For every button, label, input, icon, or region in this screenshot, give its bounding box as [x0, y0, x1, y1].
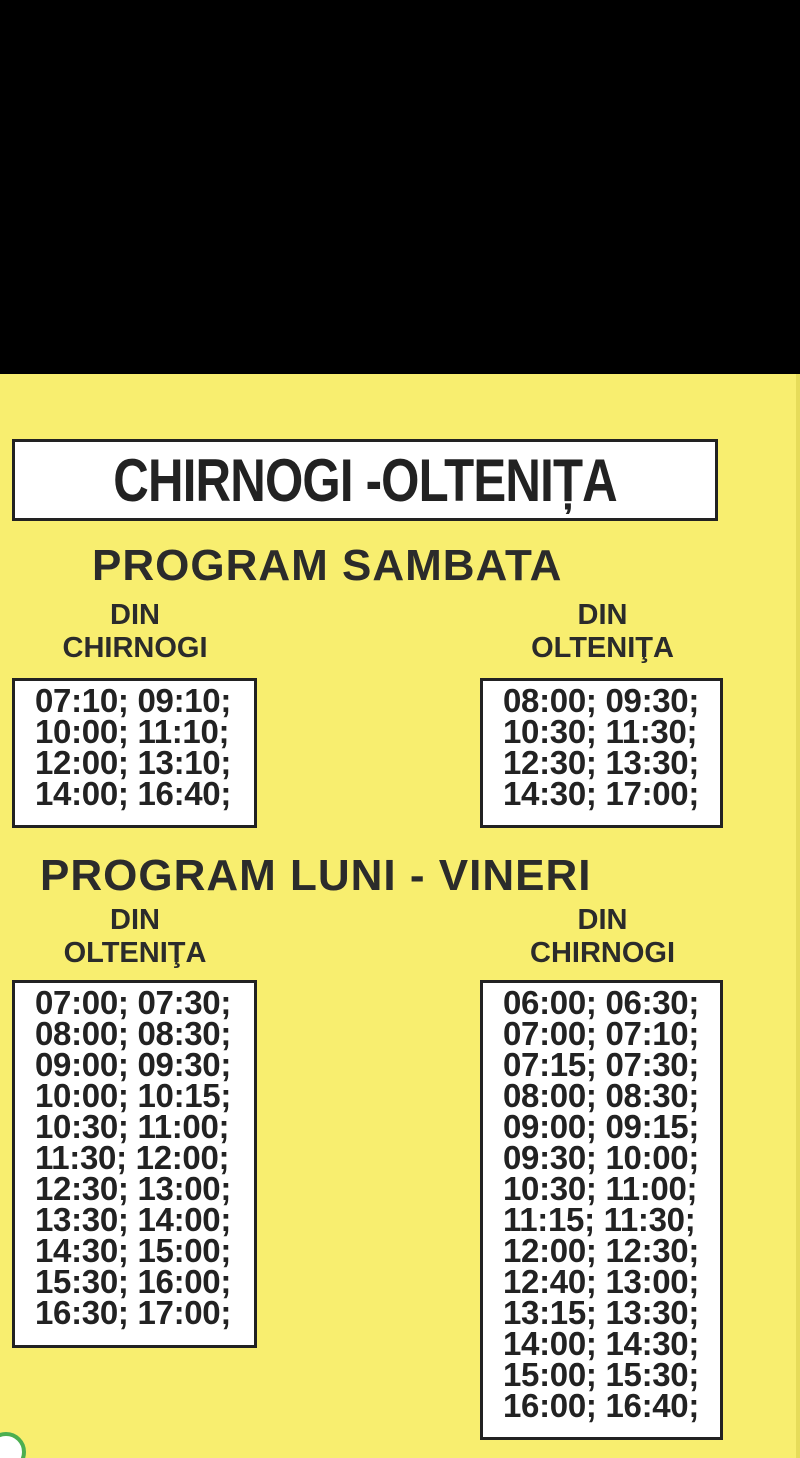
time-row: 10:30; 11:00; [35, 1108, 230, 1145]
weekday-left-times [12, 980, 257, 1348]
time-row: 15:30; 16:00; [35, 1263, 232, 1300]
time-row: 10:00; 11:10; [35, 713, 230, 750]
time-row: 15:00; 15:30; [503, 1356, 700, 1393]
place-label: OLTENIŢA [531, 632, 674, 664]
time-row: 14:00; 16:40; [35, 775, 232, 812]
corner-badge-icon [0, 1432, 26, 1458]
route-title: CHIRNOGI -OLTENIȚA [113, 446, 617, 514]
time-row: 07:00; 07:30; [35, 984, 232, 1021]
saturday-left-times [12, 678, 257, 828]
weekday-right-label [505, 904, 700, 970]
time-row: 11:15; 11:30; [503, 1201, 696, 1238]
time-row: 13:30; 14:00; [35, 1201, 232, 1238]
time-row: 07:00; 07:10; [503, 1015, 700, 1052]
place-label: CHIRNOGI [530, 937, 675, 969]
time-row: 09:00; 09:15; [503, 1108, 700, 1145]
weekday-left-label [40, 904, 230, 970]
route-title-box [12, 439, 718, 521]
time-row: 08:00; 08:30; [35, 1015, 232, 1052]
time-row: 12:00; 13:10; [35, 744, 232, 781]
time-row: 10:30; 11:00; [503, 1170, 698, 1207]
schedule-poster [0, 374, 800, 1458]
time-row: 14:00; 14:30; [503, 1325, 700, 1362]
time-row: 12:40; 13:00; [503, 1263, 700, 1300]
time-row: 16:00; 16:40; [503, 1387, 700, 1424]
weekday-heading: PROGRAM LUNI - VINERI [40, 851, 592, 900]
time-row: 12:30; 13:00; [35, 1170, 232, 1207]
poster-edge [796, 374, 800, 1458]
time-row: 14:30; 15:00; [35, 1232, 232, 1269]
din-label: DIN [577, 904, 628, 936]
time-row: 10:00; 10:15; [35, 1077, 232, 1114]
time-row: 14:30; 17:00; [503, 775, 700, 812]
din-label: DIN [577, 599, 628, 631]
time-row: 09:30; 10:00; [503, 1139, 700, 1176]
din-label: DIN [110, 904, 160, 936]
saturday-right-times [480, 678, 723, 828]
time-row: 12:00; 12:30; [503, 1232, 700, 1269]
time-row: 07:15; 07:30; [503, 1046, 700, 1083]
saturday-right-label [505, 599, 700, 665]
saturday-heading: PROGRAM SAMBATA [92, 541, 563, 590]
time-row: 13:15; 13:30; [503, 1294, 700, 1331]
time-row: 10:30; 11:30; [503, 713, 698, 750]
time-row: 07:10; 09:10; [35, 682, 232, 719]
saturday-left-label [40, 599, 230, 665]
time-row: 12:30; 13:30; [503, 744, 700, 781]
place-label: CHIRNOGI [62, 632, 208, 664]
time-row: 08:00; 08:30; [503, 1077, 700, 1114]
time-row: 06:00; 06:30; [503, 984, 700, 1021]
time-row: 16:30; 17:00; [35, 1294, 232, 1331]
time-row: 08:00; 09:30; [503, 682, 700, 719]
time-row: 09:00; 09:30; [35, 1046, 232, 1083]
time-row: 11:30; 12:00; [35, 1139, 230, 1176]
weekday-right-times [480, 980, 723, 1440]
place-label: OLTENIŢA [63, 937, 207, 969]
din-label: DIN [110, 599, 160, 631]
